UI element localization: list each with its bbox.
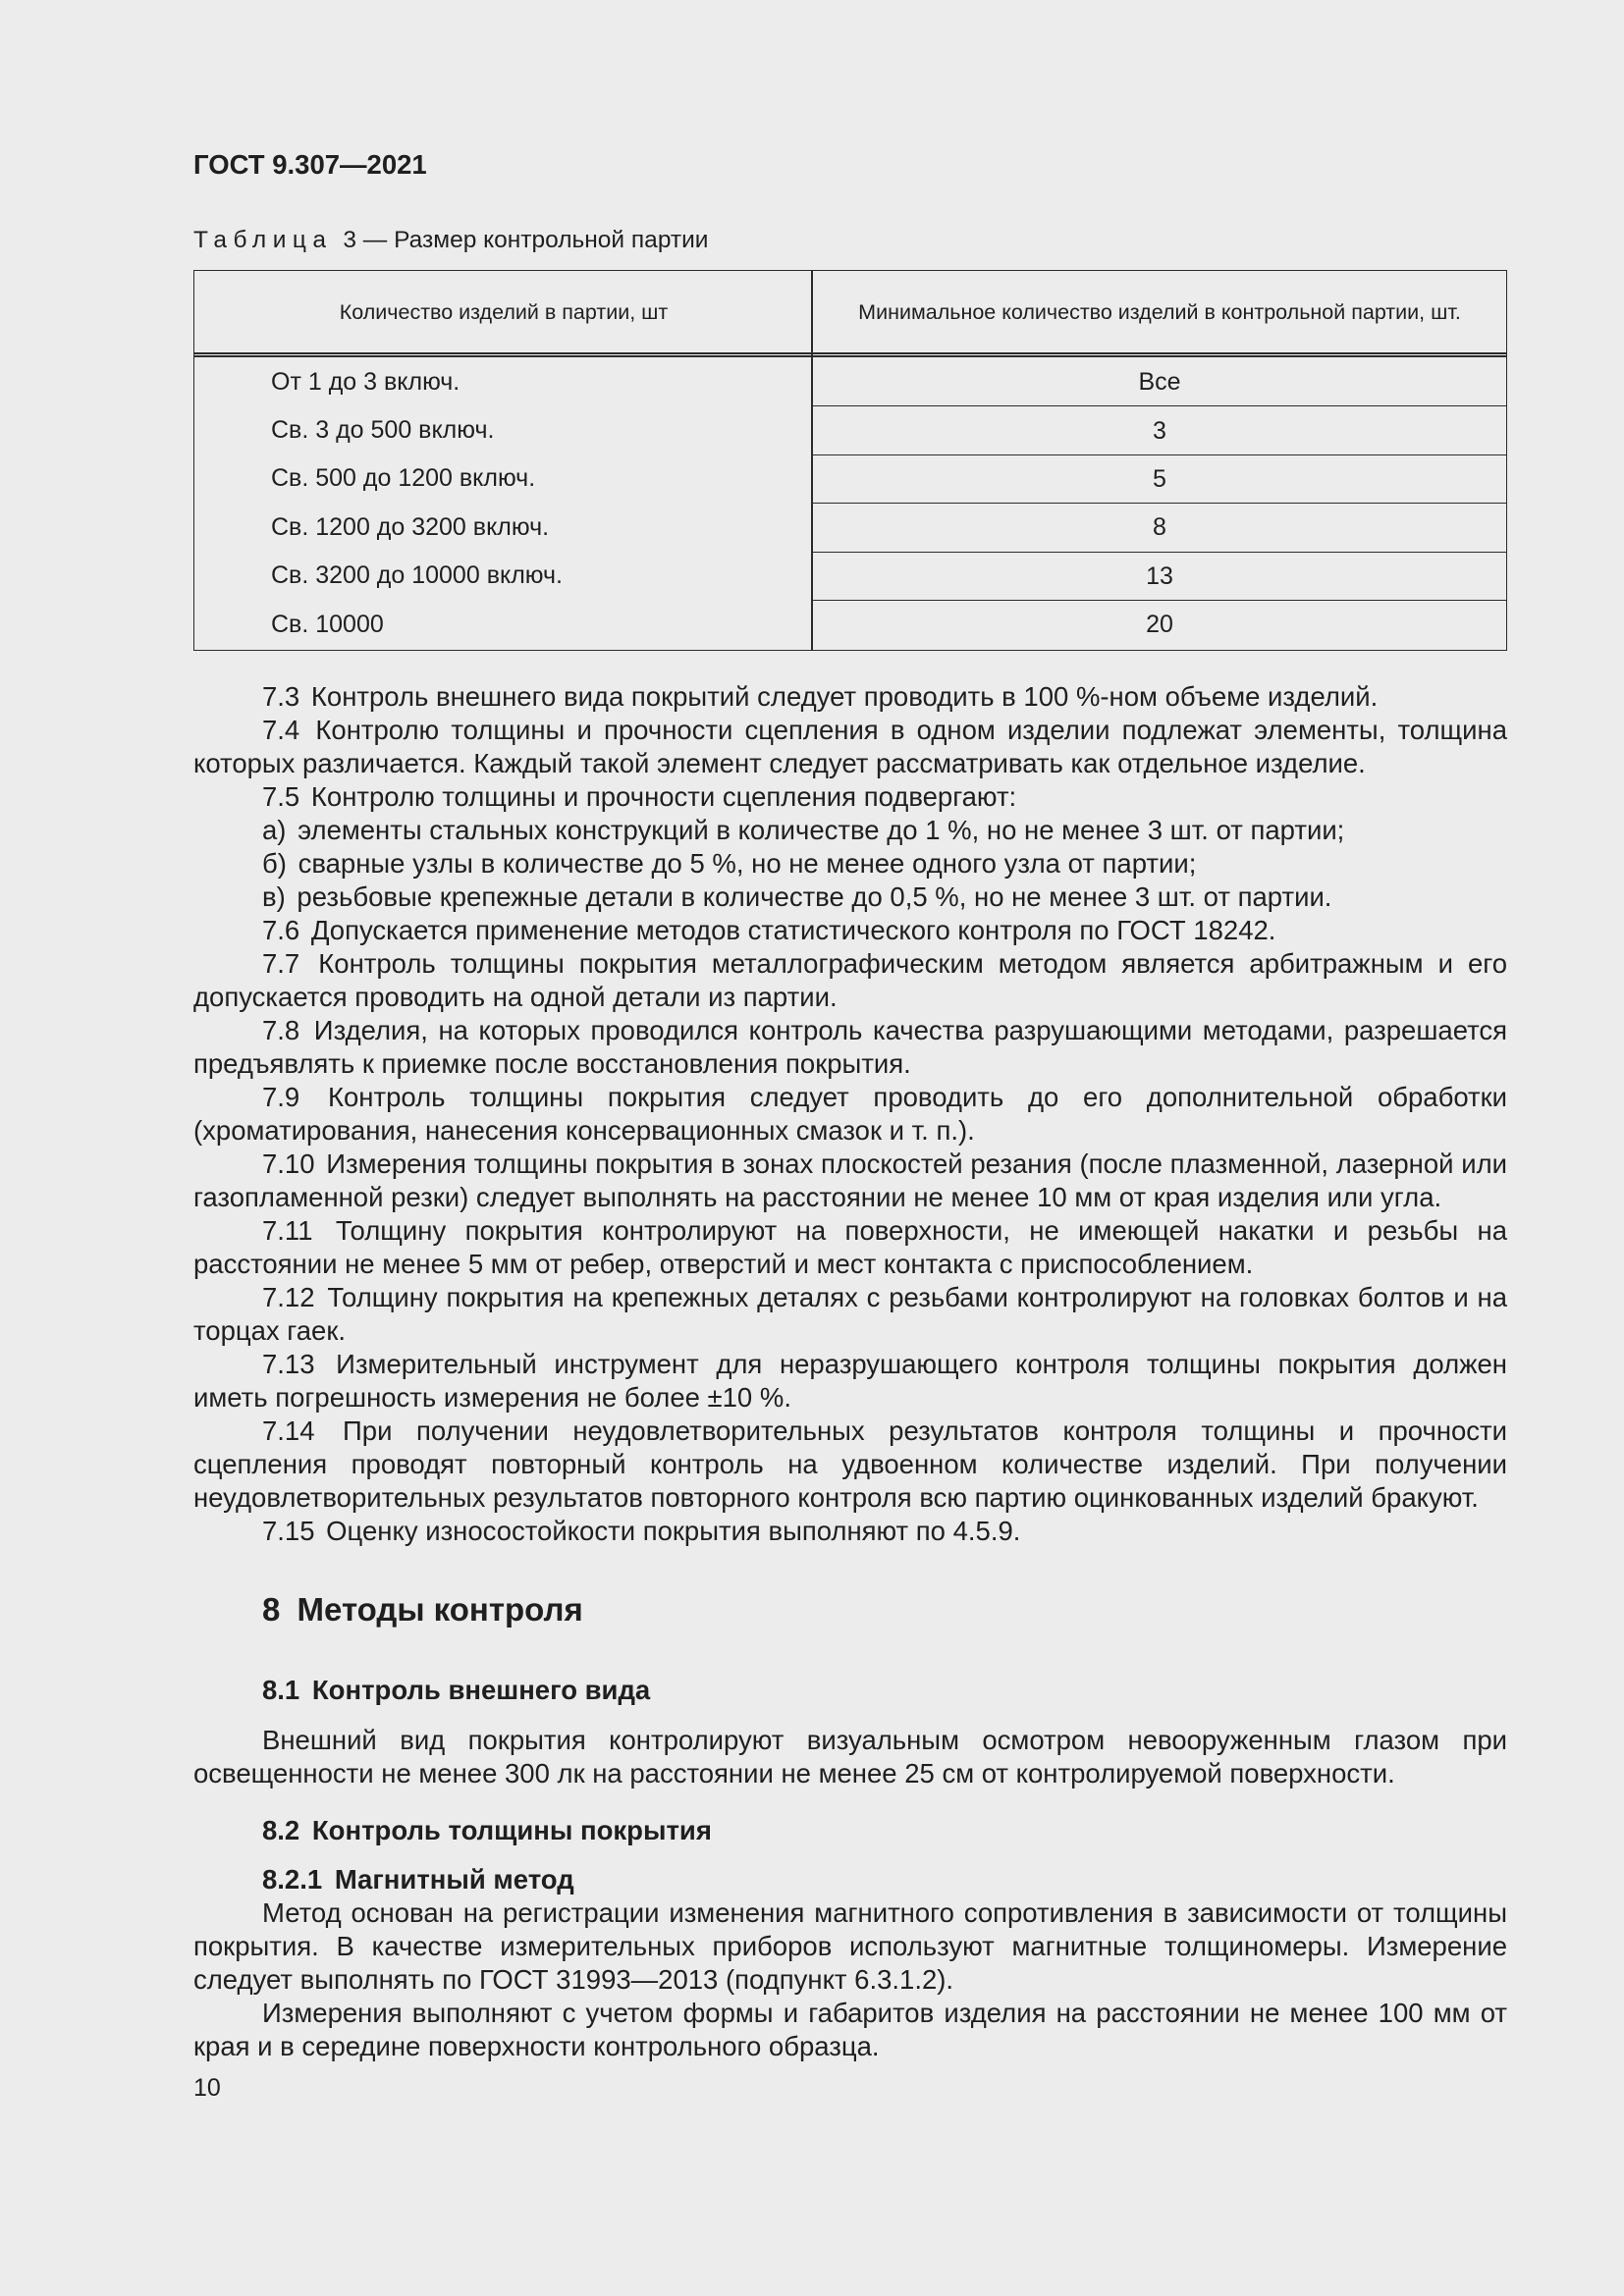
clause-text: Толщину покрытия контролируют на поверхности, не имеющей накатки и резьбы на расстоянии не менее 5 мм от ребер, отверстий и мест контакта с приспособлением. [193,1215,1507,1279]
list-item-text: резьбовые крепежные детали в количестве до 0,5 %, но не менее 3 шт. от партии. [297,881,1332,912]
table-cell-min-quantity: 20 [813,600,1506,648]
clause-7-6 [193,914,1507,947]
clause-text: При получении неудовлетворительных результатов контроля толщины и прочности сцепления проводят повторный контроль на удвоенном количестве изделий. При получении неудовлетворительных результатов повторного контроля всю партию оцинкованных изделий бракуют. [193,1415,1508,1513]
table-column-divider [811,271,813,650]
clause-7-15 [193,1515,1507,1548]
list-item-v [193,881,1507,914]
clause-number: 7.4 [262,715,300,745]
list-item-text: сварные узлы в количестве до 5 %, но не менее одного узла от партии; [298,848,1197,879]
list-item-a [193,814,1507,847]
subsection-8-2-heading [262,1814,712,1847]
clause-text: Изделия, на которых проводился контроль качества разрушающими методами, разрешается предъявлять к приемке после восстановления покрытия. [193,1015,1508,1079]
clause-text: Оценку износостойкости покрытия выполняют по 4.5.9. [326,1516,1021,1546]
clause-number: 7.7 [262,948,300,979]
clause-number: 7.14 [262,1415,315,1446]
table-header-batch-quantity: Количество изделий в партии, шт [339,299,669,324]
table-cell-batch-range: Св. 3 до 500 включ. [271,416,495,445]
subsection-8-2-1-heading [262,1863,574,1896]
clause-number: 7.3 [262,681,300,712]
clause-text: Контроль внешнего вида покрытий следует проводить в 100 %-ном объеме изделий. [310,681,1379,712]
clause-7-4 [193,714,1507,780]
clause-7-11 [193,1214,1507,1281]
subsection-number: 8.1 [262,1675,300,1705]
list-marker: в) [262,881,286,912]
clause-7-7 [193,947,1507,1014]
control-batch-size-table [193,270,1507,651]
table-cell-batch-range: Св. 500 до 1200 включ. [271,464,536,493]
clause-number: 7.13 [262,1349,315,1379]
section-8-heading [262,1590,583,1629]
table-row [194,405,1506,454]
table-header-row [194,271,1506,357]
subsection-number: 8.2 [262,1815,300,1845]
clause-text: Измерения толщины покрытия в зонах плоскостей резания (после плазменной, лазерной или газопламенной резки) следует выполнять на расстоянии не менее 10 мм от края изделия или угла. [193,1148,1507,1212]
clause-number: 7.8 [262,1015,300,1045]
table-row [194,503,1506,551]
table-row [194,600,1506,648]
clause-7-8 [193,1014,1507,1081]
subsection-number: 8.2.1 [262,1864,323,1895]
section-number: 8 [262,1591,281,1628]
table-cell-min-quantity: 5 [813,454,1506,503]
list-marker: б) [262,848,287,879]
clause-text: Измерительный инструмент для неразрушающего контроля толщины покрытия должен иметь погрешность измерения не более ±10 %. [193,1349,1507,1413]
paragraph: Метод основан на регистрации изменения магнитного сопротивления в зависимости от толщины покрытия. В качестве измерительных приборов используют магнитные толщиномеры. Измерение следует выполнять по ГОСТ 31993—2013 (подпункт 6.3.1.2). [193,1897,1507,1995]
table-cell-batch-range: Св. 1200 до 3200 включ. [271,512,550,541]
table-cell-min-quantity: 8 [813,503,1506,551]
subsection-8-1-heading [262,1674,650,1707]
clause-number: 7.6 [262,915,300,945]
table-cell-batch-range: Св. 10000 [271,610,384,638]
clause-text: Контроль толщины покрытия металлографическим методом является арбитражным и его допускается проводить на одной детали из партии. [193,948,1507,1012]
paragraph: Внешний вид покрытия контролируют визуальным осмотром невооруженным глазом при освещенности не менее 300 лк на расстоянии не менее 25 см от контролируемой поверхности. [193,1725,1507,1789]
subsection-title: Контроль внешнего вида [311,1675,651,1705]
table-cell-batch-range: Св. 3200 до 10000 включ. [271,561,563,590]
subsection-title: Контроль толщины покрытия [311,1815,712,1845]
clause-7-9 [193,1081,1507,1148]
clause-7-14 [193,1415,1507,1515]
clause-text: Контролю толщины и прочности сцепления в одном изделии подлежат элементы, толщина которых различается. Каждый такой элемент следует рассматривать как отдельное изделие. [193,715,1507,778]
table-cell-min-quantity: 3 [813,405,1506,454]
document-id: ГОСТ 9.307—2021 [193,149,427,180]
clause-number: 7.12 [262,1282,315,1312]
table-row [194,357,1506,405]
clause-text: Контроль толщины покрытия следует проводить до его дополнительной обработки (хроматирования, нанесения консервационных смазок и т. п.). [193,1082,1508,1146]
clause-number: 7.5 [262,781,300,812]
list-item-b [193,847,1507,881]
clause-text: Толщину покрытия на крепежных деталях с резьбами контролируют на головках болтов и на торцах гаек. [193,1282,1507,1346]
subsection-title: Магнитный метод [334,1864,574,1895]
clause-7-3 [193,680,1507,714]
table-caption [193,225,709,256]
section-title: Методы контроля [297,1591,583,1628]
paragraph: Измерения выполняют с учетом формы и габаритов изделия на расстоянии не менее 100 мм от края и в середине поверхности контрольного образца. [193,1998,1507,2061]
table-caption-text: 3 — Размер контрольной партии [343,227,709,253]
clause-number: 7.10 [262,1148,315,1179]
table-cell-batch-range: От 1 до 3 включ. [271,367,460,396]
list-item-text: элементы стальных конструкций в количестве до 1 %, но не менее 3 шт. от партии; [298,815,1345,845]
subsection-8-2-1-text [193,1896,1507,2063]
clause-number: 7.11 [262,1215,313,1246]
clause-number: 7.9 [262,1082,300,1112]
clause-7-13 [193,1348,1507,1415]
clause-7-10 [193,1148,1507,1214]
table-header-min-control-quantity: Минимальное количество изделий в контрольной партии, шт. [858,299,1461,324]
table-caption-label: Таблица [193,227,333,253]
table-row [194,552,1506,600]
clause-text: Контролю толщины и прочности сцепления подвергают: [310,781,1017,812]
clause-number: 7.15 [262,1516,315,1546]
list-marker: а) [262,815,287,845]
page-number: 10 [193,2074,221,2102]
table-cell-min-quantity: Все [1138,367,1181,396]
table-cell-min-quantity: 13 [813,552,1506,600]
clause-7-5 [193,780,1507,814]
clause-text: Допускается применение методов статистического контроля по ГОСТ 18242. [310,915,1276,945]
clause-7-12 [193,1281,1507,1348]
section-7-clauses [193,680,1507,1548]
table-row [194,454,1506,503]
subsection-8-1-text [193,1724,1507,1790]
